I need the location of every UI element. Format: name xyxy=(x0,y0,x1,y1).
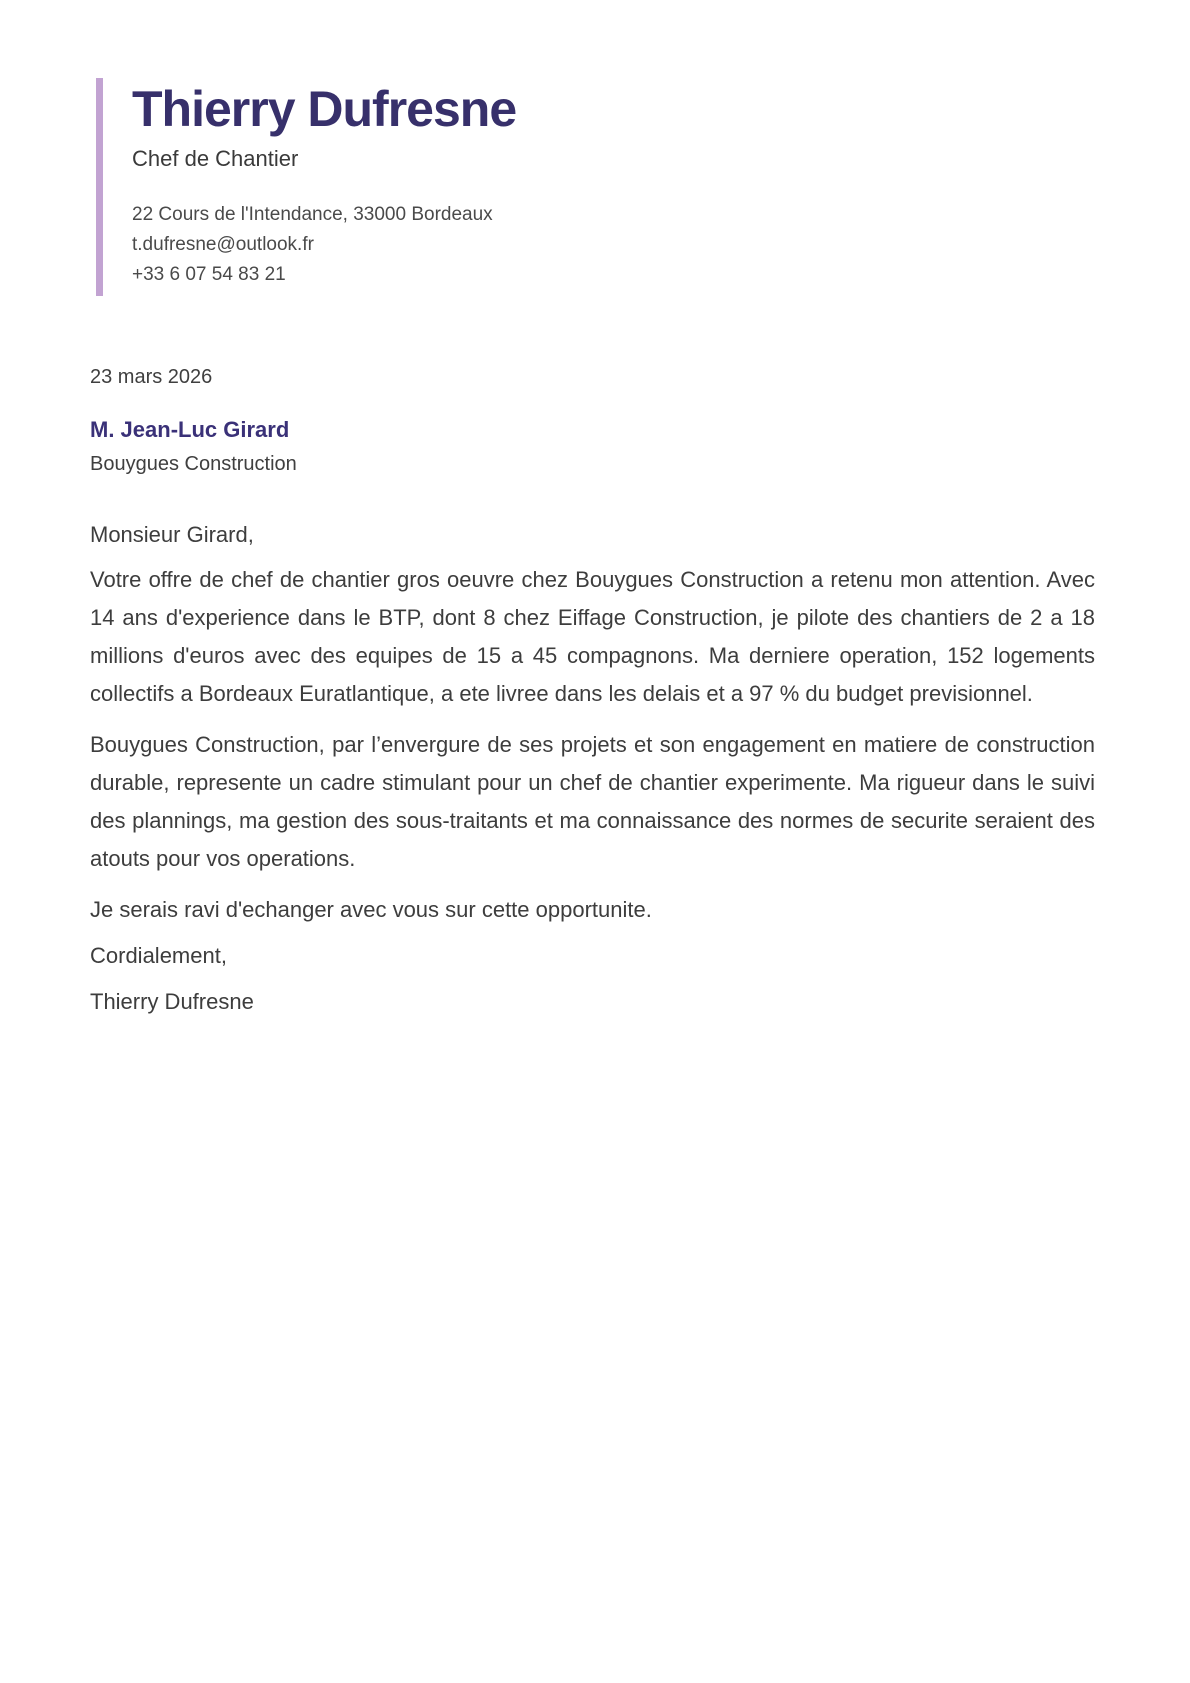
recipient-name: M. Jean-Luc Girard xyxy=(90,417,290,442)
paragraph-1: Votre offre de chef de chantier gros oeuvre chez Bouygues Construction a retenu mon attention. Avec 14 ans d'experience dans le BTP, dont 8 chez Eiffage Construction, je pilote des chantiers de 2 a 18 millions d'euros avec des equipes de 15 a 45 compagnons. Ma derniere operation, 152 logements collectifs a Bordeaux Euratlantique, a ete livree dans les delais et a 97 % du budget previsionnel. xyxy=(90,567,1095,706)
paragraph-3: Je serais ravi d'echanger avec vous sur cette opportunite. xyxy=(90,897,652,922)
signature: Thierry Dufresne xyxy=(90,989,254,1014)
closing: Cordialement, xyxy=(90,943,227,968)
paragraph-2: Bouygues Construction, par l’envergure de ses projets et son engagement en matiere de construction durable, represente un cadre stimulant pour un chef de chantier experimente. Ma rigueur dans le suivi des plannings, ma gestion des sous-traitants et ma connaissance des normes de securite seraient des atouts pour vos operations. xyxy=(90,732,1095,871)
letter-body xyxy=(90,561,1095,929)
sender-job-title: Chef de Chantier xyxy=(132,146,299,171)
sender-address: 22 Cours de l'Intendance, 33000 Bordeaux xyxy=(132,204,493,225)
letter-date: 23 mars 2026 xyxy=(90,366,213,388)
sender-phone: +33 6 07 54 83 21 xyxy=(132,264,286,285)
salutation: Monsieur Girard, xyxy=(90,522,254,547)
sender-contact-block xyxy=(132,200,1095,290)
sender-name: Thierry Dufresne xyxy=(132,81,517,137)
letter-header xyxy=(96,78,1095,296)
recipient-block xyxy=(90,417,1095,476)
recipient-company: Bouygues Construction xyxy=(90,453,297,475)
sender-email: t.dufresne@outlook.fr xyxy=(132,234,314,255)
